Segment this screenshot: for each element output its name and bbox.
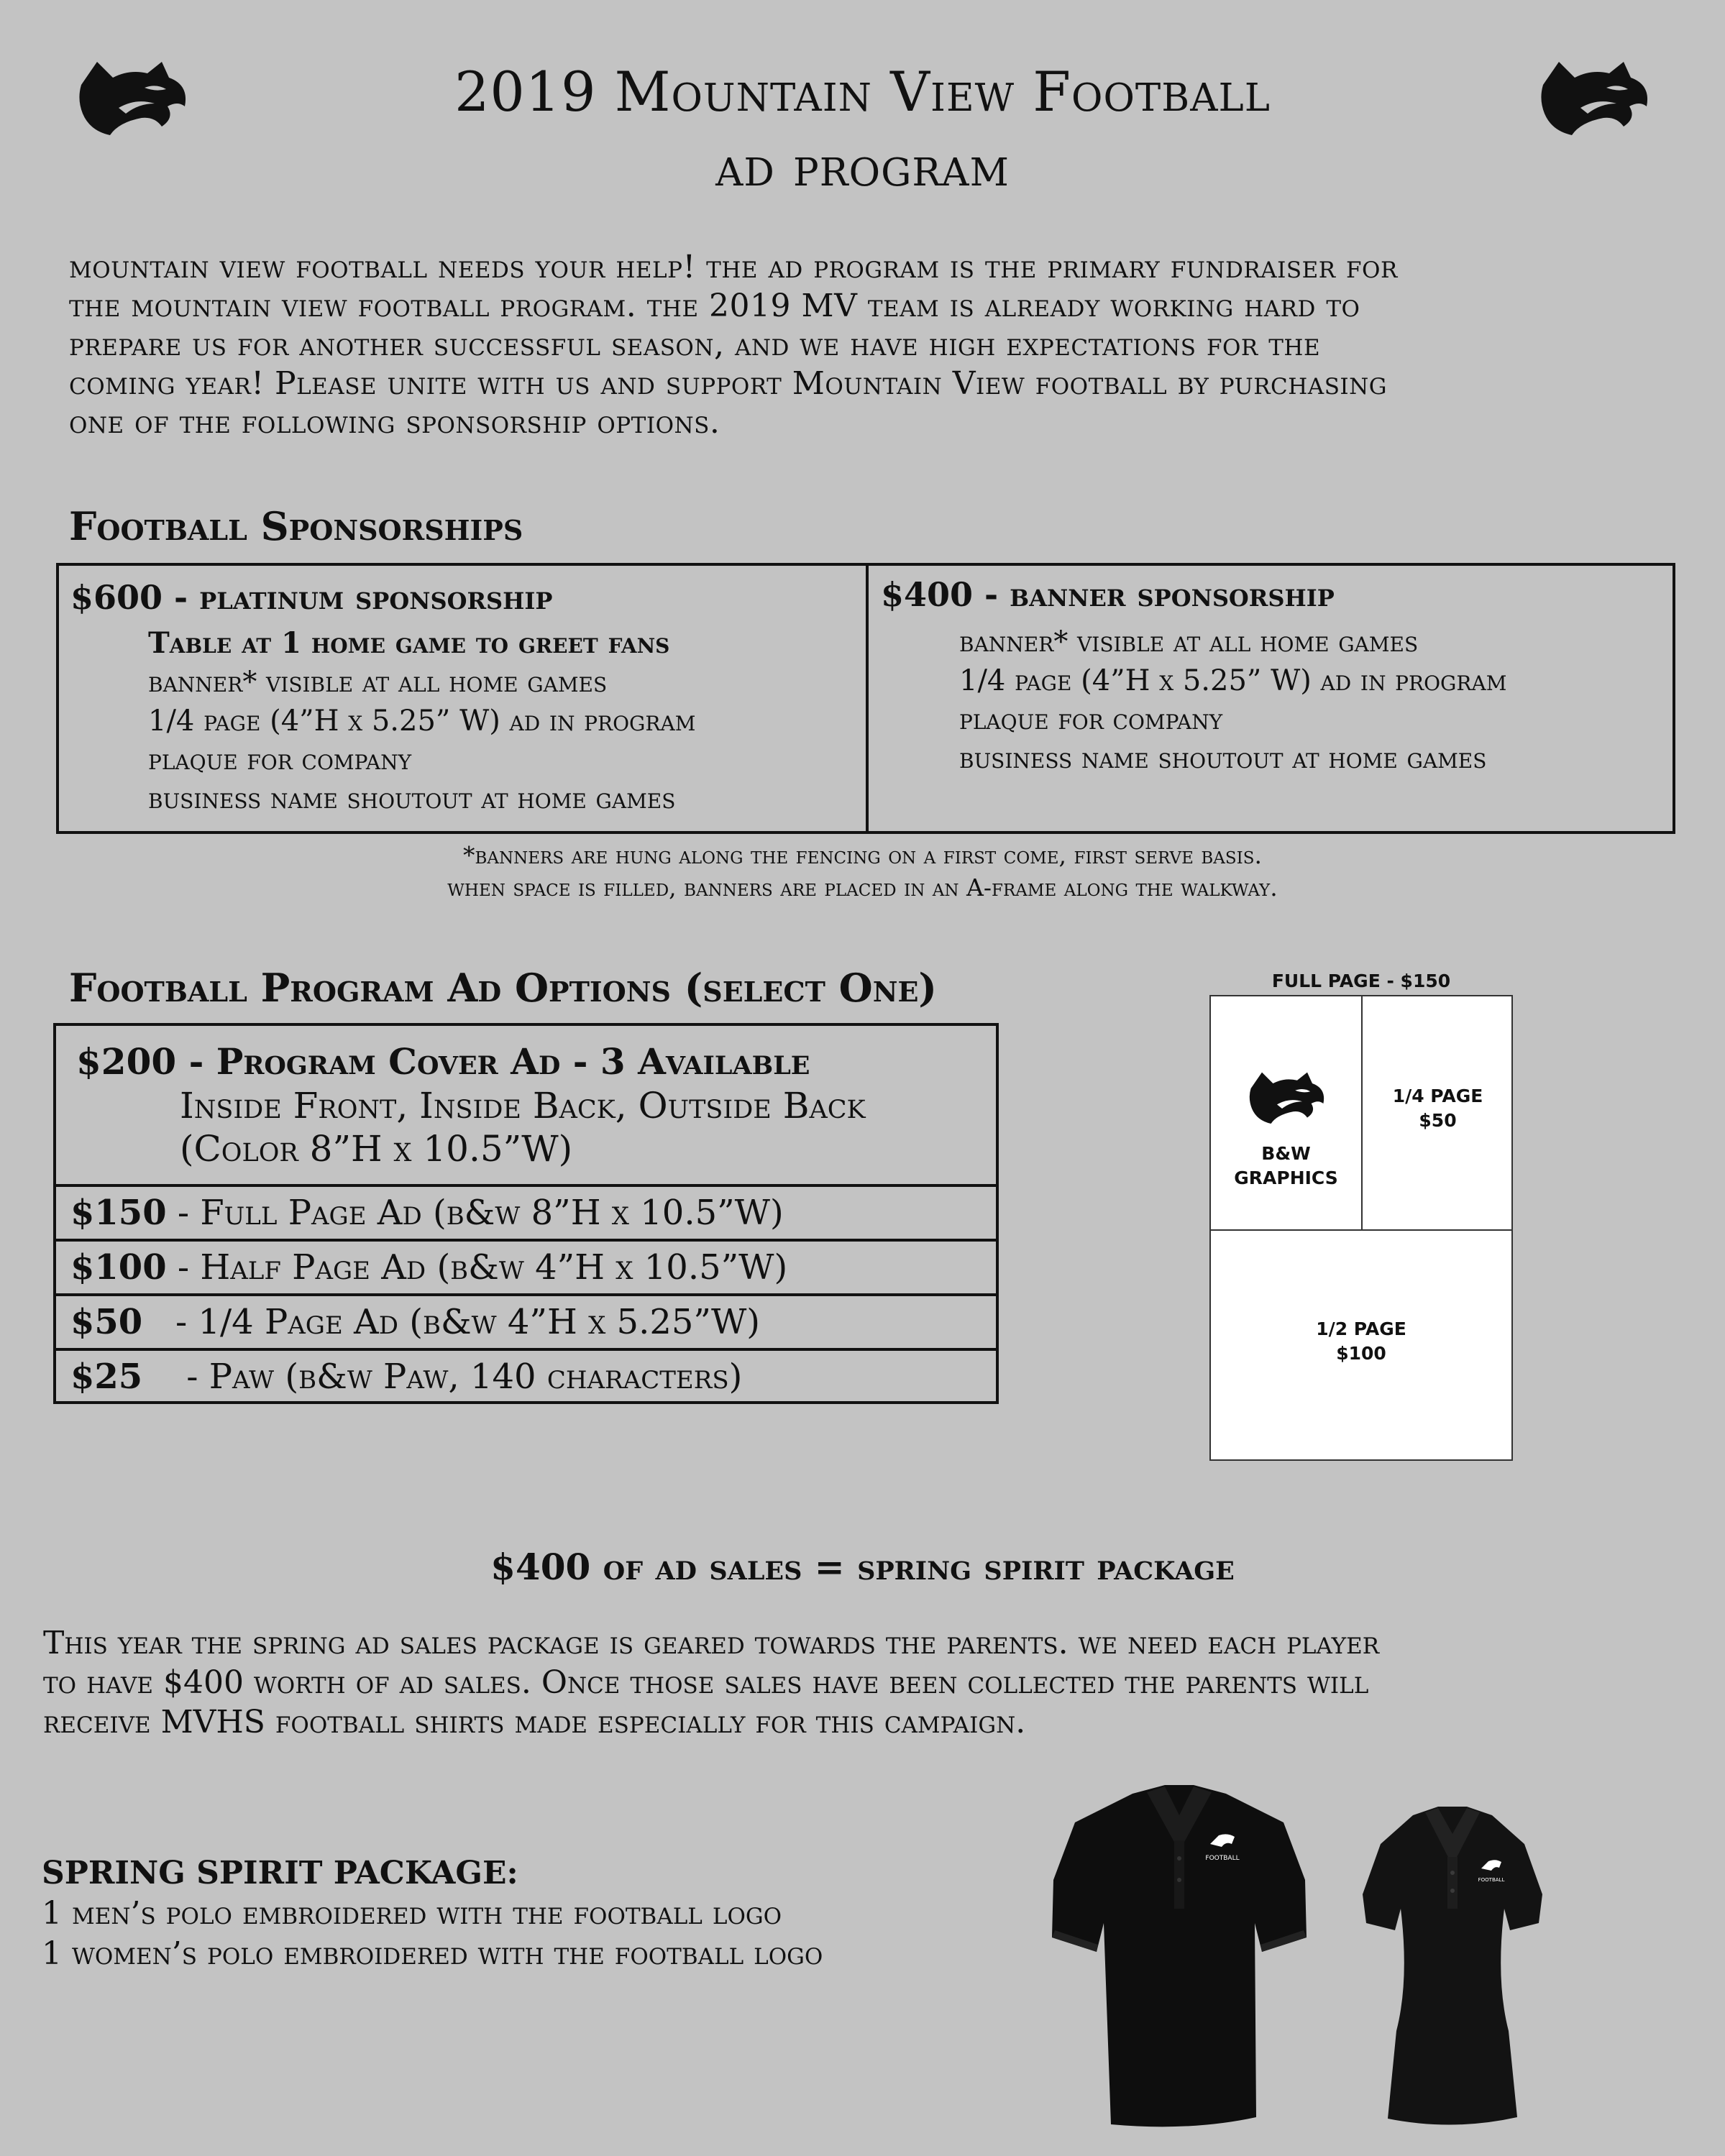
half-label-line: 1/2 PAGE [1316,1318,1406,1339]
spring-line: to have $400 worth of ad sales. Once those sales have been collected the parents will [43,1664,1369,1701]
platinum-items [148,624,695,818]
cover-ad-line: Inside Front, Inside Back, Outside Back [180,1085,866,1127]
intro-line: mountain view football needs your help! the ad program is the primary fundraiser for [69,249,1398,285]
intro-line: coming year! Please unite with us and support Mountain View football by purchasing [69,365,1388,402]
banner-note-line: *banners are hung along the fencing on a first come, first serve basis. [463,841,1262,869]
shirt-logo-text: FOOTBALL [1205,1855,1240,1862]
intro-paragraph [69,248,1673,442]
wildcat-logo-icon [1238,1068,1336,1129]
platinum-item: plaque for company [148,743,412,776]
spring-paragraph [43,1623,1683,1742]
package-item: 1 men’s polo embroidered with the football logo [42,1895,782,1932]
platinum-item: Table at 1 home game to greet fans [148,626,670,660]
spring-heading: $400 of ad sales = spring spirit package [490,1546,1235,1588]
banner-item: business name shoutout at home games [959,742,1487,775]
spring-line: This year the spring ad sales package is geared towards the parents. we need each player [43,1625,1380,1661]
platinum-sponsorship-title: $600 - platinum sponsorship [70,578,553,617]
banner-items [959,623,1506,778]
banner-note-line: when space is filled, banners are placed in an A-frame along the walkway. [447,873,1278,902]
banner-sponsorship-title: $400 - banner sponsorship [881,575,1335,614]
intro-line: one of the following sponsorship options. [69,404,720,441]
quarter-label-line: 1/4 PAGE [1392,1086,1483,1106]
half-page-label [1211,1317,1511,1366]
banner-item: plaque for company [959,703,1223,736]
half-label-line: $100 [1336,1343,1386,1364]
platinum-item: 1/4 page (4”H x 5.25” W) ad in program [148,705,696,738]
sponsorship-divider [866,563,869,834]
bw-graphics-label [1211,1142,1361,1191]
quarter-label-line: $50 [1419,1110,1457,1131]
cover-ad-option [53,1023,999,1187]
page-subtitle: ad program [715,134,1010,198]
intro-line: the mountain view football program. the 2019 MV team is already working hard to [69,288,1360,324]
ad-option-row [53,1184,999,1242]
sponsorships-heading: Football Sponsorships [69,503,523,549]
spring-line: receive MVHS football shirts made especially for this campaign. [43,1704,1026,1740]
shirt-logo-text: FOOTBALL [1478,1877,1505,1883]
ad-option-price: $50 [70,1302,143,1342]
ad-option-row [53,1293,999,1351]
ad-option-desc: - 1/4 Page Ad (b&w 4”H x 5.25”W) [142,1302,761,1342]
banner-item: 1/4 page (4”H x 5.25” W) ad in program [959,664,1507,697]
program-ads-heading: Football Program Ad Options (select One) [69,965,937,1011]
banner-item: banner* visible at all home games [959,625,1419,659]
platinum-item: banner* visible at all home games [148,666,608,699]
cover-ad-line: (Color 8”H x 10.5”W) [180,1128,573,1170]
mens-polo-image [1046,1772,1312,2139]
ad-option-desc: - Paw (b&w Paw, 140 characters) [142,1357,743,1397]
cover-ad-title: $200 - Program Cover Ad - 3 Available [76,1040,810,1083]
womens-polo-image [1345,1794,1560,2132]
bw-label-line: GRAPHICS [1234,1168,1338,1188]
ad-size-diagram [1209,995,1513,1461]
package-heading: SPRING SPIRIT PACKAGE: [42,1855,518,1891]
ad-option-price: $100 [70,1247,167,1288]
diagram-divider [1211,1229,1511,1231]
ad-option-row [53,1239,999,1296]
quarter-page-label [1363,1084,1513,1133]
ad-option-price: $150 [70,1193,167,1233]
ad-option-price: $25 [70,1357,143,1397]
package-item: 1 women’s polo embroidered with the football logo [42,1935,823,1972]
ad-option-desc: - Half Page Ad (b&w 4”H x 10.5”W) [166,1247,788,1288]
bw-label-line: B&W [1261,1143,1311,1164]
ad-option-row [53,1348,999,1404]
platinum-item: business name shoutout at home games [148,782,676,815]
page-title: 2019 Mountain View Football [454,60,1271,124]
diagram-title: FULL PAGE - $150 [1271,971,1451,991]
ad-option-desc: - Full Page Ad (b&w 8”H x 10.5”W) [166,1193,784,1233]
intro-line: prepare us for another successful season, and we have high expectations for the [69,326,1321,363]
